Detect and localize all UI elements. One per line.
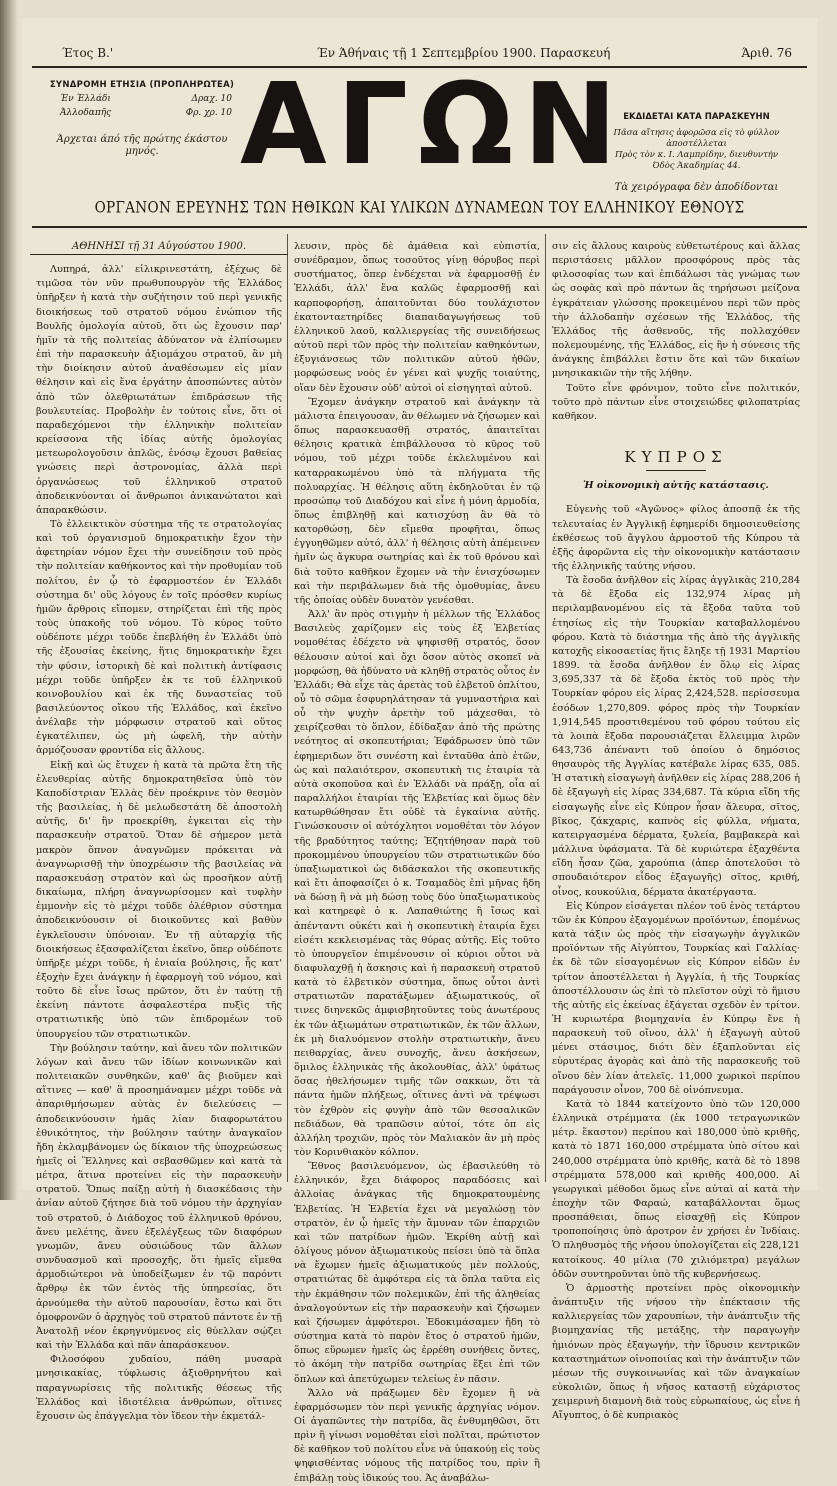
section-rule bbox=[646, 470, 706, 471]
article-paragraph: Κατὰ τὸ 1844 κατείχοντο ὑπὸ τῶν 120,000 ἑλληνικὰ στρέμματα (ἐκ 1000 τετραγωνικῶν μέτρ. ἕκαστον) περίπου καὶ 180,000 ὑπὸ κριθῆς, κατὰ τὸ 1871 160,000 στρέμματα ὑπὸ σίτου καὶ 240,000 στρέμματα ὑπὸ κριθῆς, κατὰ δὲ τὸ 1898 στρέμματα 578,000 καὶ κριθῆς 400,000. Αἱ γεωργικαὶ μέθοδοι ὅμως εἶνε αὐταὶ αἱ κατὰ τὴν ἐποχὴν τῶν Φαραώ, καταβάλλονται ὅμως προσπάθειαι, ὅπως εἰσαχθῇ εἰς Κύπρον τροποποίησις ὑπὸ ἀροτρον ἐν χρήσει ἐν Ἰνδίαις. Ὁ πληθυσμὸς τῆς νήσου ὑπολογίζεται εἰς 228,121 κατοίκους. 40 μίλια (70 χιλιόμετρα) μεγάλων ὁδῶν συντηροῦνται ὑπὸ τῆς κυβερνήσεως. bbox=[552, 1098, 800, 1280]
subscription-note-line1: Άρχεται άπό τῆς πρώτης έκάστου bbox=[56, 134, 228, 145]
article-paragraph: Τοῦτο εἶνε φρόνιμον, τοῦτο εἶνε πολιτικόν, τοῦτο πρὸ πάντων εἶνε στοιχειώδες φιλοπατρίας καθῆκον. bbox=[552, 382, 800, 422]
manuscripts-note: Τὰ χειρόγραφα δὲν ἀποδίδονται bbox=[614, 182, 779, 193]
newspaper-page bbox=[22, 18, 817, 1484]
article-paragraph: Λυπηρά, ἀλλ' εἰλικρινεστάτη, ἐξέχως δὲ τιμῶσα τὸν νῦν πρωθυπουργὸν τῆς Ἑλλάδος ὑπῆρξεν ἡ κατὰ τὴν συζήτησιν τοῦ περὶ γενικῆς διοικήσεως τοῦ στρατοῦ νόμου ἐνώπιον τῆς Βουλῆς ὁμολογία αὐτοῦ, ὅτι ὡς ἔχουσιν παρ' ἡμῖν τὰ τῆς πολιτείας ἀδύνατον νὰ ἐλπίσωμεν ἐπὶ τὴν παρασκευὴν ἀξιομάχου στρατοῦ, ἂν μὴ τὴν διοίκησιν αὐτοῦ ἀναθέσωμεν εἰς μίαν θέλησιν καὶ εἰς ἕνα ἐργάτην ἀποσπώντες αὐτὸν ἀπὸ τῶν ὀλεθριωτάτων ἐπιδράσεων τῆς βουλευτείας. Προβολὴν ἐν τούτοις εἶνε, ὅτι οἱ παραδεχόμενοι τὴν ἑλληνικὴν πολιτείαν κρείσσονα τῆς ἰδίας αὐτῆς ὁμολογίας μετεωρολογοῦσιν ἁπλῶς, ἐνόσῳ ἔχουσι βαθείας γνώσεις περὶ ἀστρονομίας, ἀλλὰ περὶ ὀργανώσεως τοῦ ἑλληνικοῦ στρατοῦ ἀποδεικνύονται οἱ ἄνθρωποι ἀνικανώτατοι καὶ ἀπαρακθώσιν. bbox=[36, 264, 282, 516]
column-2 bbox=[294, 240, 540, 1486]
article-paragraph: Ἀλλ' ἂν πρὸς στιγμὴν ἡ μέλλων τῆς Ἑλλάδος Βασιλεὺς χαρίζομεν εἰς τοὺς ἐξ Ἑλβετίας νομοθέτας ἐδέχετο νὰ ψηφισθῇ στρατός, ὅσον θέλουσιν αὐτοί καὶ ὄχι ὅσον αὐτὸς σκοπεῖ νὰ μορφώσῃ, θὰ ἠδύνατο νὰ κληθῇ στρατὸς οὗτος ἐν Ἑλλάδι; Θὰ εἶχε τὰς ἀρετὰς τοῦ ἑλβετοῦ ὁπλίτου, οὗ τὸ σῶμα ἐσφυρηλάτησαν τὰ γυμναστήρια καὶ οὗ τὴν ψυχὴν ἀρετὴν τοῦ μάχεσθαι, τὸ χειρίζεσθαι τὸ ὅπλον, ἐδίδαξαν ἀπὸ τῆς πρώτης νεότητος αἱ σκοπευτήριαι; Ἐφάδρωσεν ὑπὸ τῶν ἐφημεριδων ὅτι συνέστη καὶ ἐνταῦθα ἀπὸ ἐτῶν, ὡς καὶ παλαιότερον, σκοπευτικὴ τις ἑταιρία τὰ αὐτὰ σκοποῦσα καὶ ἐν Ἑλλάδι νὰ πράξῃ, οἷα αἱ παραλλήλοι ἑταιρίαι τῆς Ἑλβετίας καὶ ὅμως δὲν κατωρθώθησαν ἔτι οὐδὲ τὰ ἐγκαίνια αὐτῆς. Γινώσκουσιν οἱ αὐτόχλητοι νομοθέται τὸν λόγον τῆς βραδύτητος ταύτης; Ἐζητήθησαν παρὰ τοῦ προκομμένου ὑπουργείου τῶν στρατιωτικῶν δύο ὑπαξιωματικοὶ ὡς διδάσκαλοι τῆς σκοπευτικῆς καὶ ἔτι ἀποφασίζει ὁ κ. Τσαμαδὸς ἐπὶ μῆνας ἤδη νὰ δώσῃ ἢ νὰ μὴ δώσῃ τοὺς δύο ὑπαξιωματικοὺς καὶ κατηρεφὲ ὁ κ. Λαπαθιώτης ἢ ἴσως καὶ ἀπένταντι οὐκέτι καὶ ἡ σκοπευτικὴ ἑταιρία ἔχει εἰσέτι κεκλεισμένας τὰς θύρας αὐτῆς. Εἰς τοῦτο τὸ ὑπουργεῖον ἐπιμένουσιν οἱ κύριοι οὗτοι νὰ διαφυλαχθῇ ἡ ἄσκησις καὶ ἡ παρασκευὴ στρατοῦ κατὰ τὸ ἑλβετικὸν σύστημα, ὅπως οὗτοι ἀντὶ στρατιωτῶν παρατάξωμεν ἀξιωματικούς, οἵ τινες διηνεκῶς ἀμφισβητοῦντες τοὺς ἀνωτέρους ἐκ τῶν ἀξιωμάτων στρατιωτικῶν, ἐκ τῶν ἄλλων, ἐκ μὴ διαλυόμενον στολὴν στρατιωτικὴν, ἄνευ πειθαρχίας, ἄνευ συνοχῆς, ἄνευ ἀσκήσεων, ὅμιλος ἑλληνικὰς τῆς ἀκολουθίας, ἀλλ' ὑφάτως ὅσας ἠθελήσωμεν τιμῆς τῶν σακκων, ὅτι τὰ πάντα ἡμῶν πλήξεως, οἵτινες ἀντὶ νὰ τρέψωσι τὸν ἐχθρὸν εἰς φυγὴν ἀπὸ τῶν θεσσαλικῶν πεδιάδων, θὰ τραπῶσιν αὐτοί, τότε ὁπ εἰς ἀλλήλη τροχιῶν, πρὸς τὸν Μαλιακὸν ἂν μὴ πρὸς τὸν Κορινθιακὸν κόλπον. bbox=[294, 609, 540, 1158]
abroad-price-row bbox=[60, 108, 232, 118]
publication-address bbox=[594, 128, 799, 172]
subscription-note-line2: μηνός. bbox=[125, 146, 159, 157]
article-paragraph: Τὸ ἐλλεικτικὸν σύστημα τῆς τε στρατολογίας καὶ τοῦ ὀργανισμοῦ δημοκρατικὴν ἔχον τὴν ἀφετηρίαν νόμον ἔχει τὴν συνείδησιν τοῦ πρὸς τὴν πολιτείαν καθήκοντος καὶ τὴν προθυμίαν τοῦ πολίτου, ἐν ᾧ τὸ ἐφαρμοστέον ἐν Ἑλλάδι σύστημα δι' οὓς λόγους ἐν τοῖς πρόσθεν κυρίως ἡμῶν ἄρθροις εἴπομεν, στηρίζεται ἐπὶ τῆς πρὸς τοὺς ὑπακοῆς τοῦ νόμου. Τὸ κύρος τοῦτο οὐδέποτε μέχρι τοῦδε ἐπεβλήθη ἐν Ἑλλάδι ὑπὸ τῆς ἐξουσίας ἐκείνης, ἥτις δημοκρατικὴν ἔχει τὴν φύσιν, ἰστορικὴ δὲ καὶ πολιτικὴ ἀντίφασις μέχρι τοῦδε ὑπῆρξεν ἐκ τε τοῦ ἑλληνικοῦ κοινοβουλίου καὶ ἐκ τῆς δυναστείας τοῦ βασιλεύοντος οἴκου τῆς Ἑλλάδος, καὶ ἐκεῖνο ἀνέλαβε τὴν μόρφωσιν στρατοῦ καὶ οὕτος ἐγκατέλιπεν, ὡς μὴ ὠφελῆ, τὴν αὐτὴν ἁρμόζουσαν φροντίδα εἰς ἄλλους. bbox=[36, 518, 282, 757]
column-3 bbox=[552, 240, 800, 1424]
section-subtitle: Ἡ οἰκονομικὴ αὐτῆς κατάστασις. bbox=[583, 480, 769, 492]
dateline-rule bbox=[30, 254, 288, 255]
subtitle-rule bbox=[32, 226, 807, 228]
place-date-label: Έν Άθήναις τῇ 1 Σεπτεμβρίου 1900. Παρασκευή bbox=[317, 46, 611, 60]
article-paragraph: Εἰκῇ καὶ ὡς ἔτυχεν ἡ κατὰ τὰ πρῶτα ἔτη τῆς ἐλευθερίας αὐτῆς δημοκρατηθεῖσα ὑπὸ τὸν Καποδίστριαν Ἑλλὰς δὲν προέκρινε τὸν θεσμὸν τῆς βασιλείας, ἡ δὲ μελωδεστάτη δὲ ἀποστολὴ αὐτῆς, δι' ἣν προεκρίθη, ἐγκειται εἰς τὴν παρασκευὴν στρατοῦ. Ὅταν δὲ σήμερον μετὰ μακρὸν ὅπνον ἀναγνῶμεν πρόκειται νὰ ἀναγνωρισθῇ τὴν ὑποχρέωσιν τῆς βασιλείας νὰ παρασκευάσῃ στρατὸν καὶ ὡς προσῆκον αὐτῇ δικαίωμα, πλήρη ἀναγνωρίσομεν καὶ τυφλὴν ἐμμονὴν εἰς τὸ μέχρι τοῦδε ὀλέθριον σύστημα ἀποδεικνύουσιν οἱ διοικοῦντες καὶ βαθὺν ἐγκλεῖουσιν ὑπόνοιαν. Ἐν τῇ αὐταρχίᾳ τῆς διοικήσεως ἐξασφαλίζεται ἐκεῖνο, ὅπερ οὐδέποτε ὑπῆρξε μέχρι τοῦδε, ἡ ἑνιαία βούλησις, ἧς κατ' ἐξοχὴν ἔχει ἀνάγκην ἡ ἐφαρμογὴ τοῦ νόμου, καὶ τοῦτο δὲ εἶνε ἴσως πρῶτον, ὅτι ἐν ταύτῃ τῇ ἐκείνη πάντοτε ἀσφαλεστέρα πυξὶς τῆς στρατιωτικῆς ὑπὸ τῶν ἐπιδρομέων τοῦ ὑπουργείου τῶν στρατιωτικῶν. bbox=[36, 759, 282, 1040]
publication-title: ΕΚΔΙΔΕΤΑΙ ΚΑΤΑ ΠΑΡΑΣΚΕΥΗΝ bbox=[623, 112, 770, 122]
column-divider bbox=[287, 234, 288, 1182]
article-paragraph: Τὰ ἔσοδα ἀνῆλθον εἰς λίρας ἀγγλικὰς 210,284 τὰ δὲ ἔξοδα εἰς 132,974 λίρας μὴ περιλαμβανομένου εἰς τὰ ἔξοδα ταῦτα τοῦ ἐτησίως εἰς τὴν Τουρκίαν καταβαλλομένου φόρου. Κατὰ τὸ διάστημα τῆς ἀπὸ τῆς ἀγγλικῆς κατοχῆς εἰκοσαετίας ἥτις ἔληξε τῇ 1931 Μαρτίου 1899. τὰ ἔσοδα ἀνῆλθον ἐν ὅλῳ εἰς λίρας 3,695,337 τὰ δὲ ἔξοδα ἐκτὸς τοῦ πρὸς τὴν Τουρκίαν φόρου εἰς λίρας 2,424,528. περίσσευμα ἐσόδων 1,270,809. φόρος πρὸς τὴν Τουρκίαν 1,914,545 προστιθεμένου τοῦ φόρου τούτου εἰς τὰ λοιπὰ ἔξοδα παρουσιάζεται ἔλλειμμα λιρῶν 643,736 ἀπέναντι τοῦ ὁποίου ὁ δημόσιος θησαυρὸς τῆς Ἀγγλίας κατέβαλε λίρας 635, 085. Ἡ στατικὴ εἰσαγωγὴ ἀνῆλθεν εἰς λίρας 288,206 ἡ δὲ ἐξαγωγὴ εἰς λίρας 334,687. Τὰ κύρια εἴδη τῆς εἰσαγωγῆς εἶνε εἰς Κύπρον ἦσαν ἄλευρα, σῖτος, βῖκος, ζάκχαρις, καπνὸς εἰς φύλλα, νήματα, κατειργασμένα δέρματα, ξυλεία, βαμβακερὰ καὶ μάλλινα ὑφάσματα. Τὰ δὲ κυριώτερα ἐξαχθέντα εἴδη ἦσαν ζῶα, χαρούπια (ἀπερ ἀποτελοῦσι τὸ σπουδαιότερον εἶδος ἐξαγωγῆς) σῖτος, κριθή, οἶνος, κουκούλια, δέρματα ἀκατέργαστα. bbox=[552, 575, 800, 898]
article-paragraph: Ἄλλο νὰ πράξωμεν δὲν ἔχομεν ἢ νὰ ἐφαρμόσωμεν τὸν περὶ γενικῆς ἀρχηγίας νόμον. Οἱ ἀγαπῶντες τὴν πατρίδα, ἂς ἐνθυμηθῶσι, ὅτι πρὶν ἢ γίνωσι νομοθέται εἰσὶ πολῖται, πρώτιστον δὲ καθῆκον τοῦ πολίτου εἶνε νὰ ὑπακούῃ εἰς τοὺς ψηφισθέντας νόμους τῆς πατρίδος του, πρὶν ἢ ἐπιβάλῃ τοὺς ἰδικούς του. Ἀς ἀναβάλω- bbox=[294, 1387, 540, 1484]
domestic-price-row bbox=[60, 94, 232, 104]
publication-box bbox=[594, 112, 799, 193]
column-divider bbox=[545, 234, 546, 1182]
article-paragraph: σιν εἰς ἄλλους καιροὺς εὐθετωτέρους καὶ ἄλλας περιστάσεις μᾶλλον προσφόρους πρὸς τὰς φιλοσοφίας των καὶ ἐπιδάλωσι τὰς γνώμας των ὡς σοφὰς καὶ πρὸ πάντων ἂς τηρήσωσι μείζονα ἐγκράτειαν γλώσσης προκειμένου περὶ τῶν πρὸς τὴν ἀλλοδαπὴν σχέσεων τῆς Ἑλλάδος, τῆς Ἑλλάδος τῆς ἀσθενοῦς, τῆς πολλαχόθεν πολεμουμένης, τῆς Ἑλλάδος, εἰς ἣν ἡ σύνεσις τῆς ἀνάγκης ἐπιβάλλει ἔστιν ὅτε καὶ τῶν δικαίων μνησικακιῶν τὴν τῆς λήθην. bbox=[552, 241, 800, 380]
year-label: Έτος Β.' bbox=[62, 46, 114, 60]
subscription-note bbox=[42, 134, 242, 158]
article-paragraph: Ἔθνος βασιλευόμενον, ὡς ἐβασιλεύθη τὸ ἑλληνικόν, ἔχει διάφορος παραδόσεις καὶ ἀλλοίας ἀνάγκας τῆς δημοκρατουμένης Ἑλβετίας. Ἡ Ἑλβετία ἔχει νὰ μεγαλώσῃ τὸν στρατὸν, ἐν ᾧ ἡμεῖς τὴν ἄμυναν τῶν ἐπαρχιῶν καὶ τῶν πατρίδων ἡμῶν. Ἐκρίθη αὐτῇ καὶ ὀλίγους μόνον ἀξιωματικοὺς πείσει ὑπὸ τὰ ὅπλα νὰ ἔχωμεν ἡμεῖς ἀξιωματικούς μὲν πολλούς, στρατιώτας δὲ ἀμφότερα εἰς τὰ ὅπλα ταῦτα εἰς τὴν ἐκμάθησιν τῶν πολεμικῶν, ἐπὶ τῆς ἀληθείας ἀναλογούντων εἰς τὴν παρασκευὴν καὶ ζήσωμεν καὶ ζήσωμεν ἀμφότεροι. Ἐδοκιμάσαμεν ἤδη τὸ σύστημα κατὰ τὸ παρὸν ἔτος ὁ στρατοῦ ἡμῶν, ὅπως εὕρωμεν ἡμεῖς ὡς ἐρρέθη συνήθεις ὄντες, τὸ ἀκόμη τὴν πατρίδα σωτηρίας ἕξει ἐπὶ τῶν ὅπλων καὶ ἀπετύχωμεν τελείως ἐν πᾶσιν. bbox=[294, 1161, 540, 1385]
domestic-label: Έν Έλλάδι bbox=[60, 94, 111, 104]
column-1 bbox=[36, 240, 282, 1424]
article-paragraph: Εὐγενὴς τοῦ «Ἀγῶνος» φίλος ἀποσπᾷ ἐκ τῆς τελευταίας ἐν Ἀγγλικῇ ἐφημερίδι δημοσιευθείσης ἐκθέσεως τοῦ ἄγγλου ἁρμοστοῦ τῆς Κύπρου τὰ ἑξῆς ἀφορῶντα εἰς τὴν οἰκονομικὴν κατάστασιν τῆς ἑλληνικῆς ταύτης νήσου. bbox=[552, 504, 800, 572]
article-paragraph: Ὁ ἁρμοστὴς προτείνει πρὸς οἰκονομικὴν ἀνάπτυξιν τῆς νήσου τὴν ἐπέκτασιν τῆς καλλιεργείας τῶν χαρουπίων, τὴν ἀνάπτυξιν τῆς βιομηχανίας τῆς μετάξης, τὴν παραγωγὴν ἡμιόνων πρὸς ἐξαγωγήν, τὴν ἵδρυσιν κεντρικῶν καταστημάτων οἰνοποιίας καὶ τὴν ἀνάπτυξιν τῶν μέσων τῆς συγκοινωνίας καὶ τῶν ἀναγκαίων εὐκολιῶν, ὅπως ἡ νῆσος καταστῇ εὐχάριστος χειμερινὴ διαμονὴ διὰ τοὺς εὐρωπαίους, ὡς εἶνε ἡ Αἴγυπτος, ὁ δὲ κυπριακὸς bbox=[552, 1282, 800, 1422]
subscription-title: ΣΥΝΔΡΟΜΗ ΕΤΗΣΙΑ (ΠΡΟΠΛΗΡΩΤΕΑ) bbox=[49, 80, 235, 90]
section-title-cyprus: ΚΥΠΡΟΣ bbox=[624, 448, 728, 467]
dateline: ΑΘΗΝΗΣΙ τῇ 31 Αὐγούστου 1900. bbox=[71, 241, 247, 252]
newspaper-subtitle: ΟΡΓΑΝΟΝ ΕΡΕΥΝΗΣ ΤΩΝ ΗΘΙΚΩΝ ΚΑΙ ΥΛΙΚΩΝ ΔΥΝΑΜΕΩΝ ΤΟΥ ΕΛΛΗΝΙΚΟΥ ΕΘΝΟΥΣ bbox=[94, 198, 745, 218]
domestic-price: Δραχ. 10 bbox=[191, 94, 232, 104]
article-paragraph: Εἰς Κύπρον εἰσάγεται πλέον τοῦ ἑνὸς τετάρτου τῶν ἐκ Κύπρου ἐξαγομένων προϊόντων, ἐπομένως κατὰ τάξιν ὡς πρὸς τὴν εἰσαγωγὴν ἀγγλικῶν προϊόντων τῆς Αἰγύπτου, Τουρκίας καὶ Γαλλίας· ἐκ δὲ τῶν εἰσαγομένων εἰς Κύπρον εἰδῶν ἐν τρίτον ἀποστέλλεται ἡ Ἀγγλία, ἡ τῆς Τουρκίας ἀποστέλλουσιν ὡς ἐπὶ τὸ πλεῖστον οὐχὶ τὸ ἥμισυ τῆς αὐτῆς εἰς ἐκείνας ἐξάγεται σχεδὸν ἐν τρίτον. Ἡ κυριωτέρα βιομηχανία ἐν Κύπρῳ ἔνε ἡ παρασκευὴ τοῦ οἴνου, ἀλλ' ἡ ἐξαγωγὴ αὐτοῦ μένει στάσιμος, διότι δὲν ἐξαπλοῦνται εἰς εὐρυτέρας ἀγορὰς καὶ ἀπὸ τῆς παρασκευῆς τοῦ οἴνου δὲν λίαν ἀτελεῖς. 11,000 χωρικοὶ περίπου παράγουσιν οἶνον, 700 δὲ οἰνόπνευμα. bbox=[552, 900, 800, 1096]
binding-edge bbox=[0, 0, 18, 1200]
masthead-title: ΑΓΩΝ bbox=[240, 60, 627, 190]
article-paragraph: λευσιν, πρὸς δὲ ἀμάθεια καὶ εὐπιστία, συνέδραμον, ὅπως τοσοῦτος γίνῃ θόρυβος περὶ συστήματος, ὅπερ ἐνδέχεται νὰ ἐφαρμοσθῇ ἐν Ἑλλάδι, ἀλλ' ἕνα καλῶς ἐφαρμοσθῇ καὶ καρποφορήσῃ, ἀπαιτοῦνται δύο τουλάχιστον ἑκατονταετηρίδες διαπαιδαγωγήσεως τοῦ ἑλληνικοῦ λαοῦ, καλλιεργείας τῆς συνειδήσεως αὐτοῦ περὶ τῶν πρὸς τὴν πολιτείαν καθηκόντων, ἐξυγιάνσεως τῶν πολιτικῶν αὐτοῦ ἠθῶν, μορφώσεως νοὸς ἐν γένει καὶ ψυχῆς τοιαύτης, οἵαν δὲν ἔχουσιν οὐδ' αὐτοὶ οἱ εἰσηγηταὶ αὐτοῦ. bbox=[294, 241, 540, 394]
publication-line2: Πρὸς τὸν κ. Ι. Λαμπρίδην, διευθυντήν bbox=[614, 150, 779, 160]
issue-number-label: Άριθ. 76 bbox=[741, 46, 792, 60]
publication-line1: Πᾶσα αἴτησις ἀφορῶσα εἰς τὸ φύλλον ἀποστέλλεται bbox=[613, 128, 780, 149]
article-paragraph: Ἔχομεν ἀνάγκην στρατοῦ καὶ ἀνάγκην τὰ μάλιστα ἐπειγουσαν, ἂν θέλωμεν νὰ ζήσωμεν καὶ ὅπως παρασκευασθῇ στρατός, ἀπαιτεῖται θέλησις κρατικὰ ἐπιβάλλουσα τὸ κῦρος τοῦ νόμου, τοῦ μέχρι τοῦδε ἐκλελυμένου καὶ καταρρακωμένου ὑπὸ τὰ πλήγματα τῆς πολυαρχίας. Ἡ θέλησις αὕτη ἐκδηλοῦται ἐν τῷ προσώπῳ τοῦ Διαδόχου καὶ εἶνε ἡ μόνη ἁρμοδία, ὅπως ἐπιβληθῇ καὶ κατισχύσῃ ἂν θὰ τὸ κατορθώσῃ, δὲν εἴμεθα προφῆται, ὅπως ἐγγυηθῶμεν αὐτό, ἀλλ' ἡ θέλησις αὐτὴ ἀπέμεινεν ἡμῖν ὡς ἄγκυρα σωτηρίας καὶ ἐκ τοῦ θρόνου καὶ διὰ τοῦτο καθῆκον ἔχομεν νὰ τὴν ἐνισχύσωμεν καὶ τὴν περιβάλωμεν διὰ τῆς ὁμοθυμίας, ἄνευ τῆς ὁποίας οὐδὲν δυνατὸν γενέσθαι. bbox=[294, 396, 540, 606]
abroad-label: Άλλοδαπῆς bbox=[60, 108, 112, 118]
article-paragraph: Φιλοσόφου χυδαίου, πάθη μυσαρὰ μνησικακίας, τύφλωσις ἀξιοθρηνήτου καὶ παραγνωρίσεις τῆς πολιτικῆς θέσεως τῆς Ἑλλάδος καὶ ἰδιοτέλεια ἀνθρώπων, οἵτινες ἔχουσιν ὡς ἐπάγγελμα τὸν ἴδεον τὴν ἐκμετάλ- bbox=[36, 1354, 282, 1422]
masthead bbox=[240, 60, 627, 190]
subscription-box bbox=[42, 80, 242, 158]
abroad-price: Φρ. χρ. 10 bbox=[185, 108, 232, 118]
publication-line3: Όδὸς Άκαδημίας 44. bbox=[652, 161, 741, 171]
article-paragraph: Τὴν βούλησιν ταύτην, καὶ ἄνευ τῶν πολιτικῶν λόγων καὶ ἄνευ τῶν ἰδίων κοινωνικῶν καὶ πολιτειακῶν συνθηκῶν, καθ' ἃς βιοῦμεν καὶ αἵτινες — καθ' ἃ προσημάναμεν μέχρι τοῦδε νὰ ἀπαριθμήσωμεν αὐτὰς ἐν διελεύσεις — ἀποδεικνύουσιν ἡμᾶς λίαν διαφορωτάτου ἐθνικότητος, τὴν βούλησιν ταύτην ἀναγκαῖον ἤδη ἐκλαμβάνομεν ὡς δίκαιον τῆς ὑποχρεώσεως ἡμεῖς οἱ Ἕλληνες καὶ σεβασθῶμεν καὶ κατὰ τὰ μέτρα, ἅτινα προτείνει εἰς τὴν παρασκευὴν στρατοῦ. Ὅπως παίξῃ αὐτὴ ἡ διασκέδασις τὴν ἀνίαν αὐτοῦ ζήτησε διὰ τοῦ νόμου τὴν ἀρχηγίαν τοῦ στρατοῦ, ὁ Διάδοχος τοῦ ἑλληνικοῦ θρόνου, ἄνευ μελέτης, ἄνευ ἐξελέγξεως τῶν διαφόρων γνωμῶν, ἄνευ οὐσιώδους τῶν ἄλλων συνδυασμοῦ καὶ προσοχῆς, ὅτι ἡμεῖς εἴμεθα ἁρμοδιώτεροι νὰ ὑποδείξωμεν ἐν τῷ παρόντι ἄρθρῳ ἐκ τῶν ἐντὸς τῆς ὑπηρεσίας, ὅτι ἀρνούμεθα τὴν αὐτοῦ παρουσίαν, ἔστω καὶ ὅτι ὁμοφρονῶν ὁ ἀρχηγὸς τοῦ στρατοῦ πάντοτε ἐν τῇ Ἀνατολῇ νέον ἐκρηγνύμενος εἰς θύελλαν σῴζει καὶ τὴν Ἑλλάδα καὶ πᾶν ἀπαράσκευον. bbox=[36, 1042, 282, 1352]
